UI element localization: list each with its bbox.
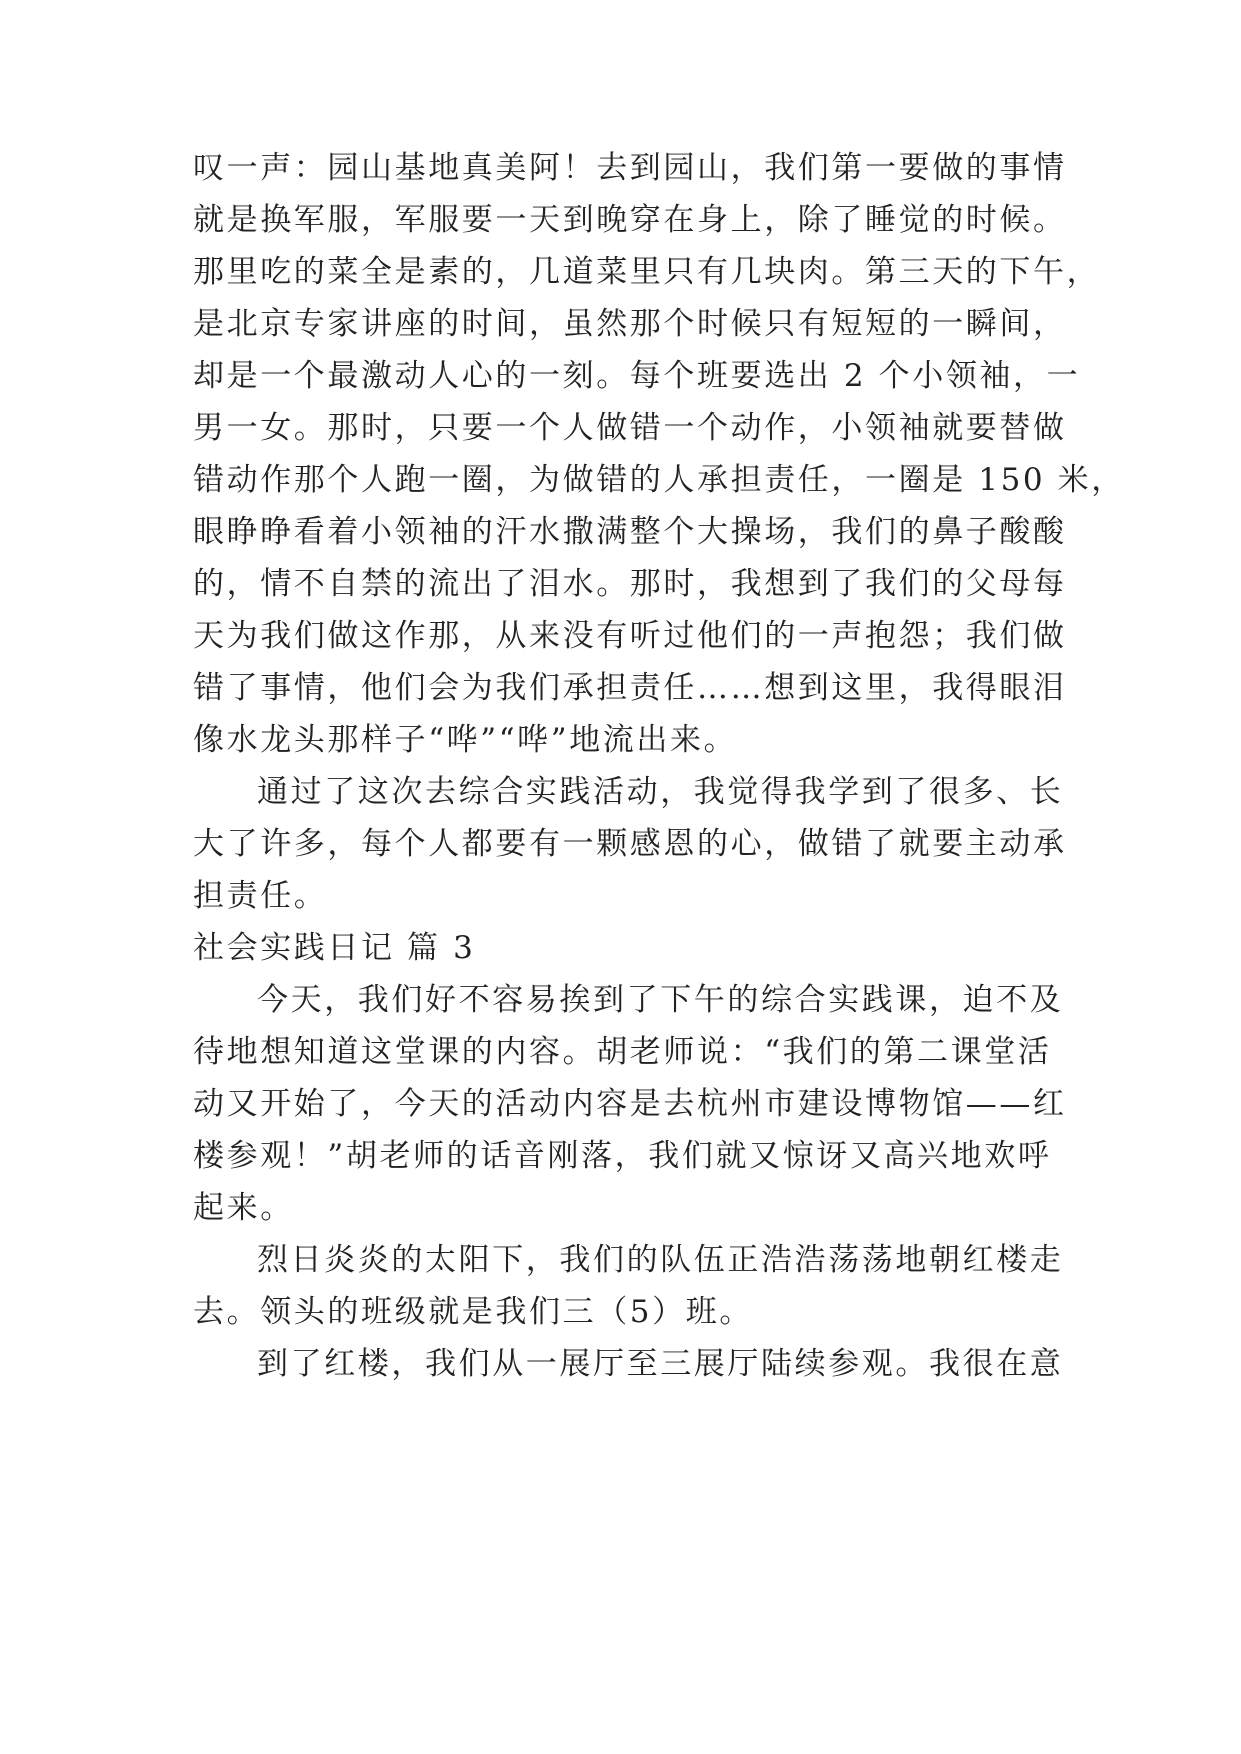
paragraph-line: 今天，我们好不容易挨到了下午的综合实践课，迫不及 — [257, 982, 1064, 1018]
paragraph-line: 通过了这次去综合实践活动，我觉得我学到了很多、长 — [257, 774, 1064, 810]
paragraph-line: 担责任。 — [193, 878, 328, 914]
paragraph-line: 到了红楼，我们从一展厅至三展厅陆续参观。我很在意 — [257, 1346, 1064, 1382]
paragraph-line: 起来。 — [193, 1190, 294, 1226]
section-heading: 社会实践日记 篇 3 — [193, 930, 476, 966]
paragraph-line: 是北京专家讲座的时间，虽然那个时候只有短短的一瞬间， — [193, 306, 1067, 342]
paragraph-line: 楼参观！”胡老师的话音刚落，我们就又惊讶又高兴地欢呼 — [193, 1138, 1052, 1174]
paragraph-line: 错动作那个人跑一圈，为做错的人承担责任，一圈是 150 米， — [193, 462, 1125, 498]
paragraph-line: 错了事情，他们会为我们承担责任……想到这里，我得眼泪 — [193, 670, 1067, 706]
paragraph-line: 那里吃的菜全是素的，几道菜里只有几块肉。第三天的下午， — [193, 254, 1101, 290]
paragraph-line: 却是一个最激动人心的一刻。每个班要选出 2 个小领袖，一 — [193, 358, 1081, 394]
paragraph-line: 叹一声：园山基地真美阿！去到园山，我们第一要做的事情 — [193, 150, 1067, 186]
paragraph-line: 像水龙头那样子“哗”“哗”地流出来。 — [193, 722, 738, 758]
paragraph-line: 烈日炎炎的太阳下，我们的队伍正浩浩荡荡地朝红楼走 — [257, 1242, 1064, 1278]
paragraph-line: 天为我们做这作那，从来没有听过他们的一声抱怨；我们做 — [193, 618, 1067, 654]
paragraph-line: 就是换军服，军服要一天到晚穿在身上，除了睡觉的时候。 — [193, 202, 1067, 238]
paragraph-line: 去。领头的班级就是我们三（5）班。 — [193, 1294, 753, 1330]
paragraph-line: 男一女。那时，只要一个人做错一个动作，小领袖就要替做 — [193, 410, 1067, 446]
paragraph-line: 的，情不自禁的流出了泪水。那时，我想到了我们的父母每 — [193, 566, 1067, 602]
paragraph-line: 动又开始了，今天的活动内容是去杭州市建设博物馆——红 — [193, 1086, 1067, 1122]
paragraph-line: 眼睁睁看着小领袖的汗水撒满整个大操场，我们的鼻子酸酸 — [193, 514, 1067, 550]
paragraph-line: 待地想知道这堂课的内容。胡老师说：“我们的第二课堂活 — [193, 1034, 1052, 1070]
paragraph-line: 大了许多，每个人都要有一颗感恩的心，做错了就要主动承 — [193, 826, 1067, 862]
